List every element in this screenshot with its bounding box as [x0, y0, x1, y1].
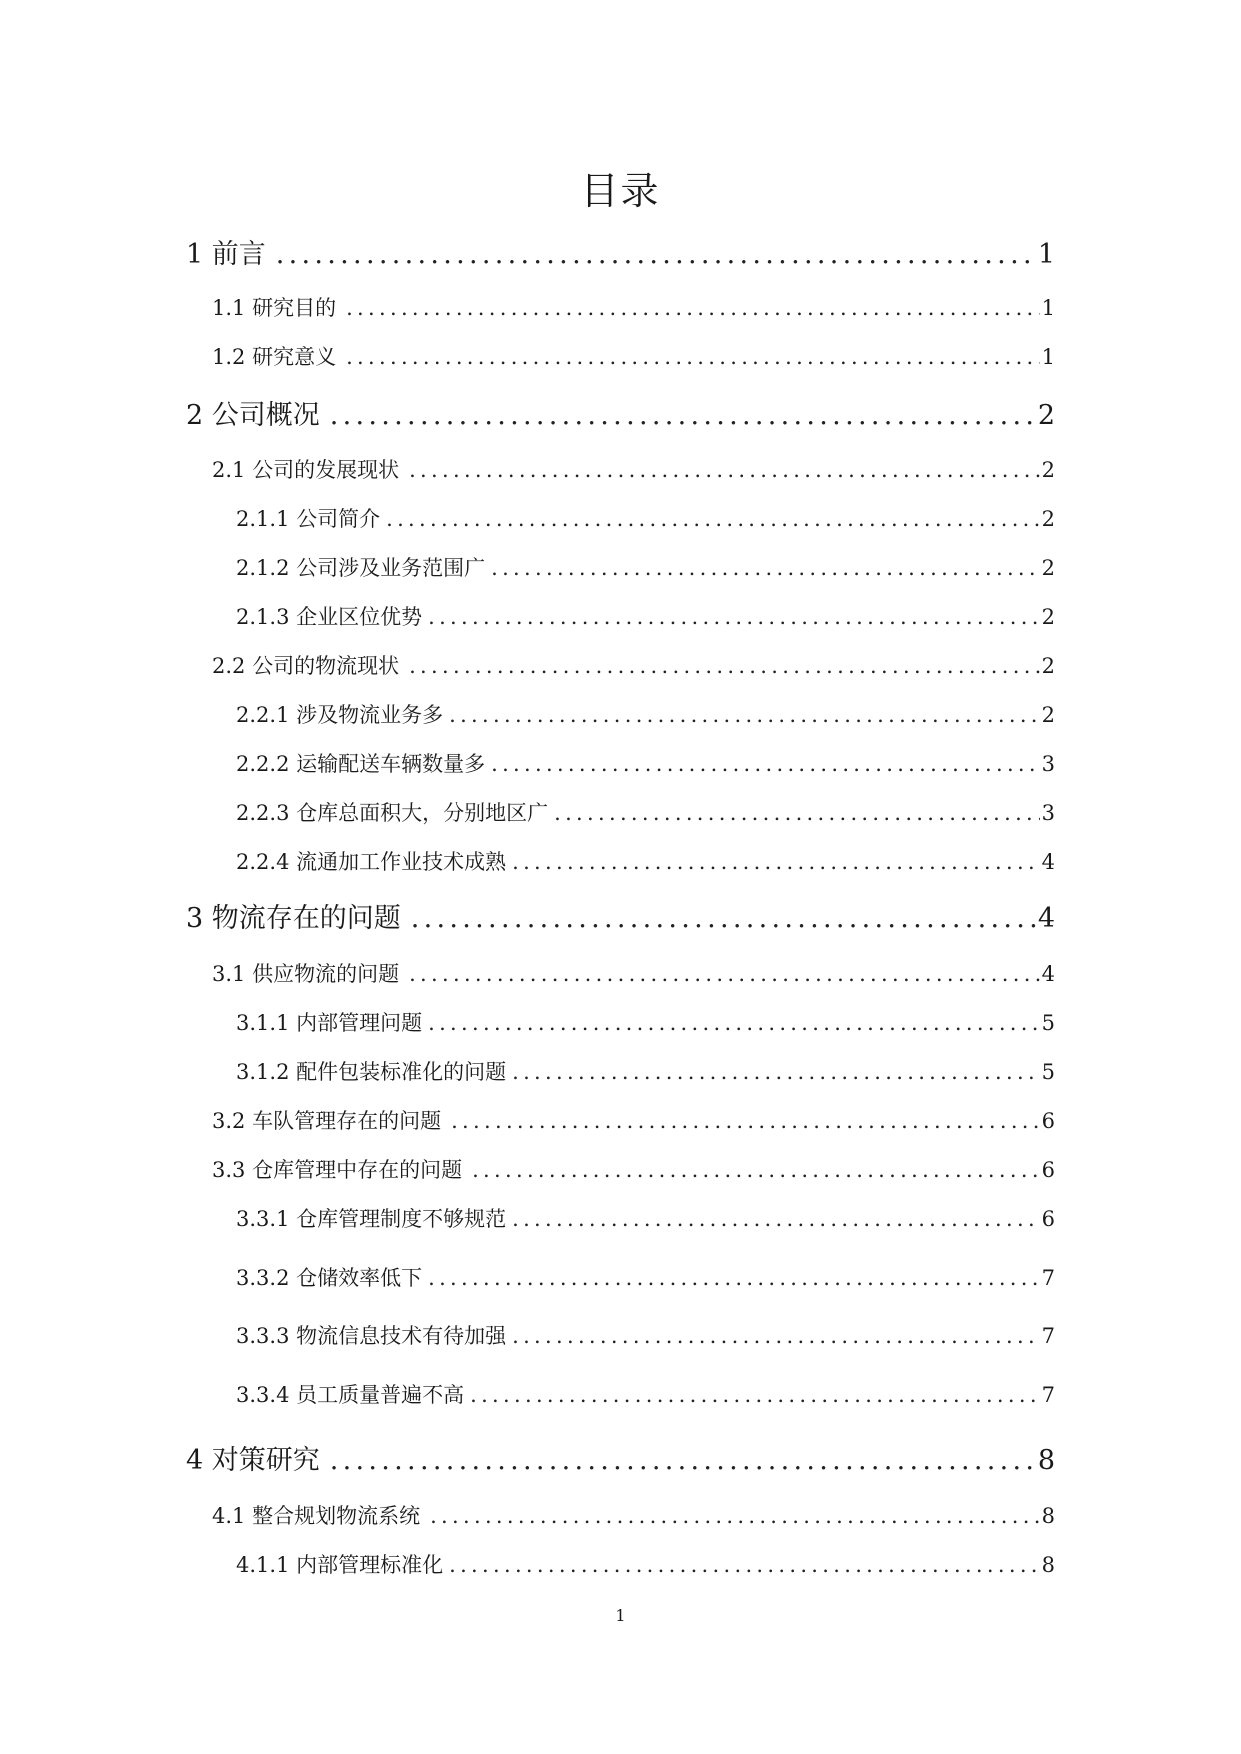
toc-entry-label: 1.2 研究意义 — [212, 345, 337, 369]
dot-leader — [512, 1060, 1040, 1084]
toc-entry-4[interactable] — [186, 1438, 1055, 1477]
dot-leader — [409, 962, 1040, 986]
toc-entry-2-1-3[interactable] — [236, 601, 1055, 631]
toc-entry-page: 7 — [1041, 1266, 1055, 1290]
toc-entry-label: 3.1.1 内部管理问题 — [236, 1011, 423, 1035]
toc-entry-2-2-4[interactable] — [236, 846, 1055, 876]
page-number: 1 — [615, 1606, 626, 1625]
toc-entry-3-3-1[interactable] — [236, 1203, 1055, 1233]
toc-entry-label: 2.1.1 公司简介 — [236, 507, 381, 531]
toc-entry-3-3-2[interactable] — [236, 1262, 1055, 1292]
toc-entry-2-1[interactable] — [212, 454, 1055, 484]
dot-leader — [449, 1553, 1040, 1577]
dot-leader — [428, 1266, 1040, 1290]
page-title: 目录 — [580, 169, 661, 213]
toc-entry-page: 6 — [1041, 1109, 1055, 1133]
toc-entry-2-2-2[interactable] — [236, 748, 1055, 778]
toc-entry-page: 5 — [1041, 1060, 1055, 1084]
dot-leader — [491, 556, 1040, 580]
toc-entry-3-3[interactable] — [212, 1154, 1055, 1184]
toc-entry-1[interactable] — [186, 232, 1055, 271]
toc-entry-3-3-4[interactable] — [236, 1379, 1055, 1409]
toc-entry-4-1[interactable] — [212, 1500, 1055, 1530]
toc-entry-page: 3 — [1041, 801, 1055, 825]
toc-entry-label: 2.2.2 运输配送车辆数量多 — [236, 752, 486, 776]
toc-entry-label: 4.1.1 内部管理标准化 — [236, 1553, 444, 1577]
toc-entry-3-3-3[interactable] — [236, 1320, 1055, 1350]
toc-entry-page: 2 — [1041, 654, 1055, 678]
toc-entry-page: 2 — [1041, 605, 1055, 629]
toc-entry-3-2[interactable] — [212, 1105, 1055, 1135]
toc-entry-label: 2.2.3 仓库总面积大，分别地区广 — [236, 801, 549, 825]
toc-entry-page: 8 — [1037, 1445, 1055, 1476]
dot-leader — [346, 345, 1040, 369]
dot-leader — [512, 850, 1040, 874]
dot-leader — [470, 1383, 1040, 1407]
dot-leader — [512, 1207, 1040, 1231]
toc-entry-page: 2 — [1041, 507, 1055, 531]
dot-leader — [409, 654, 1040, 678]
toc-entry-page: 2 — [1041, 556, 1055, 580]
toc-entry-3-1[interactable] — [212, 958, 1055, 988]
toc-entry-label: 3.3.4 员工质量普遍不高 — [236, 1383, 465, 1407]
dot-leader — [276, 239, 1036, 270]
toc-entry-label: 2.1.3 企业区位优势 — [236, 605, 423, 629]
toc-entry-label: 3.2 车队管理存在的问题 — [212, 1109, 442, 1133]
toc-entry-label: 2.2 公司的物流现状 — [212, 654, 400, 678]
dot-leader — [449, 703, 1040, 727]
dot-leader — [346, 296, 1040, 320]
dot-leader — [512, 1324, 1040, 1348]
toc-entry-3-1-1[interactable] — [236, 1007, 1055, 1037]
toc-entry-label: 3.3 仓库管理中存在的问题 — [212, 1158, 463, 1182]
dot-leader — [491, 752, 1040, 776]
dot-leader — [554, 801, 1040, 825]
toc-entry-page: 4 — [1041, 850, 1055, 874]
dot-leader — [428, 605, 1040, 629]
toc-entry-page: 7 — [1041, 1324, 1055, 1348]
toc-entry-page: 7 — [1041, 1383, 1055, 1407]
toc-entry-label: 1 前言 — [186, 239, 266, 270]
toc-entry-2-2[interactable] — [212, 650, 1055, 680]
toc-entry-3[interactable] — [186, 896, 1055, 935]
dot-leader — [411, 903, 1036, 934]
toc-entry-page: 1 — [1037, 239, 1055, 270]
toc-entry-label: 3.3.3 物流信息技术有待加强 — [236, 1324, 507, 1348]
toc-entry-2-2-3[interactable] — [236, 797, 1055, 827]
toc-entry-page: 1 — [1041, 345, 1055, 369]
toc-entry-page: 8 — [1041, 1504, 1055, 1528]
toc-entry-page: 6 — [1041, 1158, 1055, 1182]
dot-leader — [451, 1109, 1040, 1133]
toc-entry-label: 4.1 整合规划物流系统 — [212, 1504, 421, 1528]
toc-entry-2[interactable] — [186, 393, 1055, 432]
dot-leader — [428, 1011, 1040, 1035]
toc-entry-label: 2 公司概况 — [186, 400, 320, 431]
toc-entry-label: 4 对策研究 — [186, 1445, 320, 1476]
dot-leader — [330, 400, 1036, 431]
toc-entry-1-1[interactable] — [212, 292, 1055, 322]
toc-entry-page: 2 — [1037, 400, 1055, 431]
toc-entry-label: 2.2.4 流通加工作业技术成熟 — [236, 850, 507, 874]
toc-entry-page: 5 — [1041, 1011, 1055, 1035]
toc-entry-label: 1.1 研究目的 — [212, 296, 337, 320]
toc-entry-label: 2.1.2 公司涉及业务范围广 — [236, 556, 486, 580]
toc-entry-2-1-2[interactable] — [236, 552, 1055, 582]
toc-entry-label: 3.1 供应物流的问题 — [212, 962, 400, 986]
toc-entry-page: 3 — [1041, 752, 1055, 776]
toc-entry-page: 2 — [1041, 458, 1055, 482]
toc-entry-label: 3 物流存在的问题 — [186, 903, 401, 934]
toc-entry-page: 4 — [1041, 962, 1055, 986]
toc-entry-page: 4 — [1037, 903, 1055, 934]
toc-entry-3-1-2[interactable] — [236, 1056, 1055, 1086]
toc-entry-1-2[interactable] — [212, 341, 1055, 371]
toc-entry-label: 3.1.2 配件包装标准化的问题 — [236, 1060, 507, 1084]
dot-leader — [430, 1504, 1040, 1528]
dot-leader — [472, 1158, 1040, 1182]
toc-entry-2-2-1[interactable] — [236, 699, 1055, 729]
dot-leader — [330, 1445, 1036, 1476]
toc-entry-label: 2.1 公司的发展现状 — [212, 458, 400, 482]
toc-entry-page: 8 — [1041, 1553, 1055, 1577]
dot-leader — [409, 458, 1040, 482]
toc-entry-2-1-1[interactable] — [236, 503, 1055, 533]
toc-entry-page: 6 — [1041, 1207, 1055, 1231]
toc-entry-label: 3.3.1 仓库管理制度不够规范 — [236, 1207, 507, 1231]
toc-entry-label: 3.3.2 仓储效率低下 — [236, 1266, 423, 1290]
toc-entry-4-1-1[interactable] — [236, 1549, 1055, 1579]
toc-entry-label: 2.2.1 涉及物流业务多 — [236, 703, 444, 727]
toc-entry-page: 1 — [1041, 296, 1055, 320]
dot-leader — [386, 507, 1040, 531]
toc-entry-page: 2 — [1041, 703, 1055, 727]
